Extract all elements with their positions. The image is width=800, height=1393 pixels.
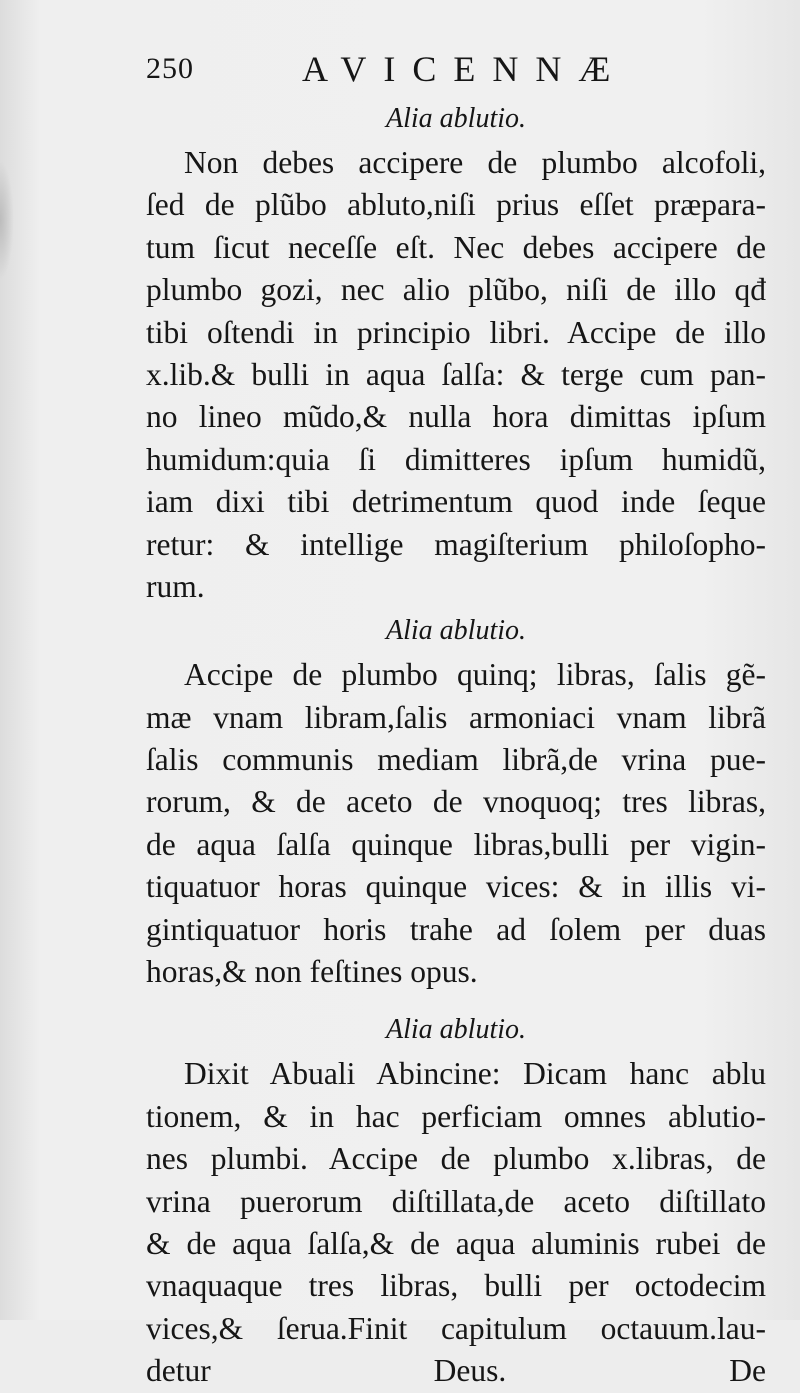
text-line: ſalis communis mediam librã,de vrina pue- bbox=[146, 742, 766, 778]
text-line: vrina puerorum diſtillata,de aceto diſtillato bbox=[146, 1183, 766, 1219]
running-head: AVICENNÆ bbox=[302, 49, 628, 89]
text-line: tum ſicut neceſſe eſt. Nec debes accipere de bbox=[146, 229, 766, 265]
section-heading: Alia ablutio. bbox=[386, 615, 526, 647]
text-line: nes plumbi. Accipe de plumbo x.libras, de bbox=[146, 1141, 766, 1177]
text-line: tionem, & in hac perficiam omnes ablutio- bbox=[146, 1098, 766, 1134]
text-line: tiquatuor horas quinque vices: & in illis vi- bbox=[146, 869, 766, 905]
text-line: gintiquatuor horis trahe ad ſolem per duas bbox=[146, 911, 766, 947]
text-line: mæ vnam libram,ſalis armoniaci vnam librã bbox=[146, 699, 766, 735]
text-line: detur Deus. De bbox=[146, 1353, 766, 1389]
text-line: de aqua ſalſa quinque libras,bulli per vigin- bbox=[146, 826, 766, 862]
page-header bbox=[146, 48, 766, 92]
page-edge-shadow bbox=[0, 160, 14, 280]
text-line: plumbo gozi, nec alio plũbo, niſi de illo qđ bbox=[146, 272, 766, 308]
page-number: 250 bbox=[146, 52, 194, 85]
text-line: rorum, & de aceto de vnoquoq; tres libras, bbox=[146, 784, 766, 820]
text-line: retur: & intellige magiſterium philoſopho- bbox=[146, 526, 766, 562]
text-line: & de aqua ſalſa,& de aqua aluminis rubei de bbox=[146, 1225, 766, 1261]
text-line: Dixit Abuali Abincine: Dicam hanc ablu bbox=[184, 1056, 766, 1092]
text-line: x.lib.& bulli in aqua ſalſa: & terge cum pan- bbox=[146, 356, 766, 392]
section-heading: Alia ablutio. bbox=[386, 103, 526, 134]
text-line: horas,& non feſtines opus. bbox=[146, 954, 478, 990]
text-line: ſed de plũbo abluto,niſi prius eſſet præpara- bbox=[146, 187, 766, 223]
text-line: Non debes accipere de plumbo alcofoli, bbox=[184, 145, 766, 180]
text-line: no lineo mũdo,& nulla hora dimittas ipſum bbox=[146, 399, 766, 435]
text-line: rum. bbox=[146, 568, 205, 604]
text-line: vnaquaque tres libras, bulli per octodecim bbox=[146, 1268, 766, 1304]
text-line: tibi oſtendi in principio libri. Accipe de illo bbox=[146, 314, 766, 350]
text-block bbox=[146, 96, 766, 1393]
text-line: humidum:quia ſi dimitteres ipſum humidũ, bbox=[146, 441, 766, 477]
section-heading: Alia ablutio. bbox=[386, 1014, 526, 1046]
text-line: Accipe de plumbo quinq; libras, ſalis gẽ- bbox=[184, 657, 766, 693]
text-line: iam dixi tibi detrimentum quod inde ſeque bbox=[146, 484, 766, 520]
text-line: vices,& ſerua.Finit capitulum octauum.lau- bbox=[146, 1310, 766, 1346]
